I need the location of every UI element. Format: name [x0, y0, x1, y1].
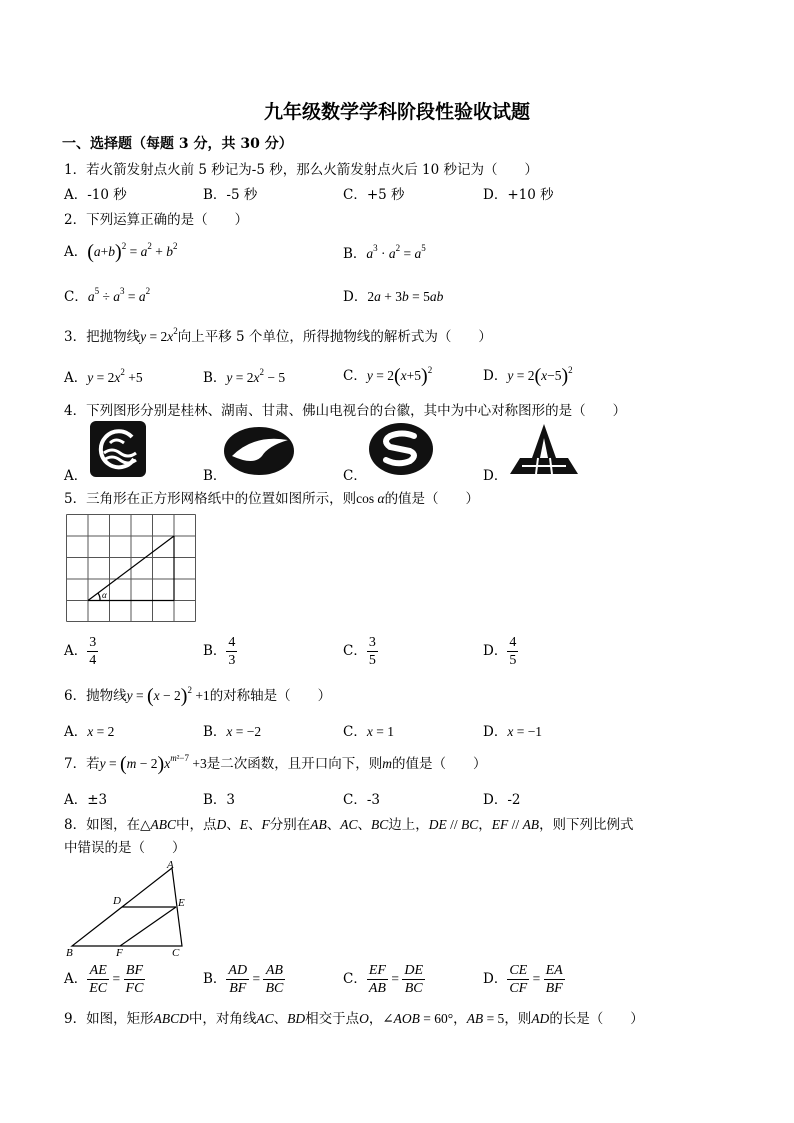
q5-option-a: A． $\frac{3}{4}$	[64, 635, 97, 668]
question-4: 4．下列图形分别是桂林、湖南、甘肃、佛山电视台的台徽，其中为中心对称图形的是（ ）	[64, 403, 627, 419]
hunan-tv-logo	[224, 426, 294, 476]
q6-option-d: D．x = −1	[483, 724, 543, 740]
question-8-line2: 中错误的是（ ）	[64, 840, 186, 856]
question-2: 2．下列运算正确的是（ ）	[64, 212, 249, 228]
q3-option-b: B．$y = 2x^2 - 5$	[203, 367, 286, 386]
alpha-label: α	[102, 590, 107, 600]
q7-option-c: C．-3	[343, 792, 380, 808]
q2-option-a: A．$(a+b)^2 = a^2 + b^2$	[64, 241, 178, 263]
q2-option-d: D．2a + 3b = 5ab	[343, 289, 444, 305]
q4-label-b: B．	[203, 468, 227, 484]
question-3: 3．把抛物线$y = 2x^2$向上平移 5 个单位，所得抛物线的解析式为（ ）	[64, 326, 492, 345]
q4-label-d: D．	[483, 468, 508, 484]
q6-option-b: B．x = −2	[203, 724, 262, 740]
label-F: F	[116, 947, 123, 959]
q8-option-b: B． $\frac{AD}{BF}$ = $\frac{AB}{BC}$	[203, 963, 284, 996]
section-heading: 一、选择题（每题 3 分，共 30 分）	[62, 136, 293, 152]
q1-option-d: D．+10 秒	[483, 187, 554, 203]
q7-option-d: D．-2	[483, 792, 521, 808]
q1-option-b: B．-5 秒	[203, 187, 258, 203]
gansu-tv-logo	[368, 422, 434, 476]
q3-option-d: D．$y = 2(x-5)^2$	[483, 365, 573, 387]
q3-option-c: C．$y = 2(x+5)^2$	[343, 365, 433, 387]
label-C: C	[172, 947, 180, 959]
q5-option-c: C． $\frac{3}{5}$	[343, 635, 376, 668]
label-E: E	[178, 897, 185, 909]
q8-option-c: C． $\frac{EF}{AB}$ = $\frac{DE}{BC}$	[343, 963, 423, 996]
question-9: 9．如图，矩形ABCD中，对角线AC、BD相交于点O，∠AOB = 60°，AB = 5，则AD的长是（ ）	[64, 1011, 644, 1027]
q6-option-c: C．x = 1	[343, 724, 394, 740]
q2-option-c: C．$a^5 \div a^3 = a^2$	[64, 286, 151, 305]
label-D: D	[113, 895, 121, 907]
q8-option-a: A． $\frac{AE}{EC}$ = $\frac{BF}{FC}$	[64, 963, 144, 996]
question-5: 5．三角形在正方形网格纸中的位置如图所示，则cos α的值是（ ）	[64, 491, 480, 507]
page-title: 九年级数学学科阶段性验收试题	[263, 101, 530, 123]
q3-option-a: A．$y = 2x^2 +5$	[64, 367, 143, 386]
question-7: 7．若$y = (m - 2)x^{m^2-7} +3$是二次函数，且开口向下，则m的值是（ ）	[64, 753, 487, 775]
question-8: 8．如图，在△ABC中，点D、E、F分别在AB、AC、BC边上，DE // BC，EF // AB，则下列比例式	[64, 817, 634, 833]
q7-option-b: B．3	[203, 792, 236, 808]
triangle-figure	[62, 858, 192, 960]
foshan-tv-logo	[508, 424, 580, 476]
q1-option-c: C．+5 秒	[343, 187, 405, 203]
q4-label-c: C．	[343, 468, 367, 484]
q4-label-a: A．	[64, 468, 88, 484]
q5-option-d: D． $\frac{4}{5}$	[483, 635, 517, 668]
q7-option-a: A．±3	[64, 792, 108, 808]
q6-option-a: A．x = 2	[64, 724, 115, 740]
label-B: B	[66, 947, 73, 959]
q8-option-d: D． $\frac{CE}{CF}$ = $\frac{EA}{BF}$	[483, 963, 563, 996]
question-1: 1．若火箭发射点火前 5 秒记为-5 秒，那么火箭发射点火后 10 秒记为（ ）	[64, 162, 538, 178]
guilin-tv-logo	[90, 421, 146, 477]
q5-option-b: B． $\frac{4}{3}$	[203, 635, 236, 668]
q2-option-b: B．$a^3 \cdot a^2 = a^5$	[343, 243, 426, 262]
grid-figure	[66, 514, 198, 622]
question-6: 6．抛物线$y = (x - 2)^2 +1$的对称轴是（ ）	[64, 685, 332, 707]
q1-option-a: A．-10 秒	[64, 187, 127, 203]
label-A: A	[167, 859, 174, 871]
